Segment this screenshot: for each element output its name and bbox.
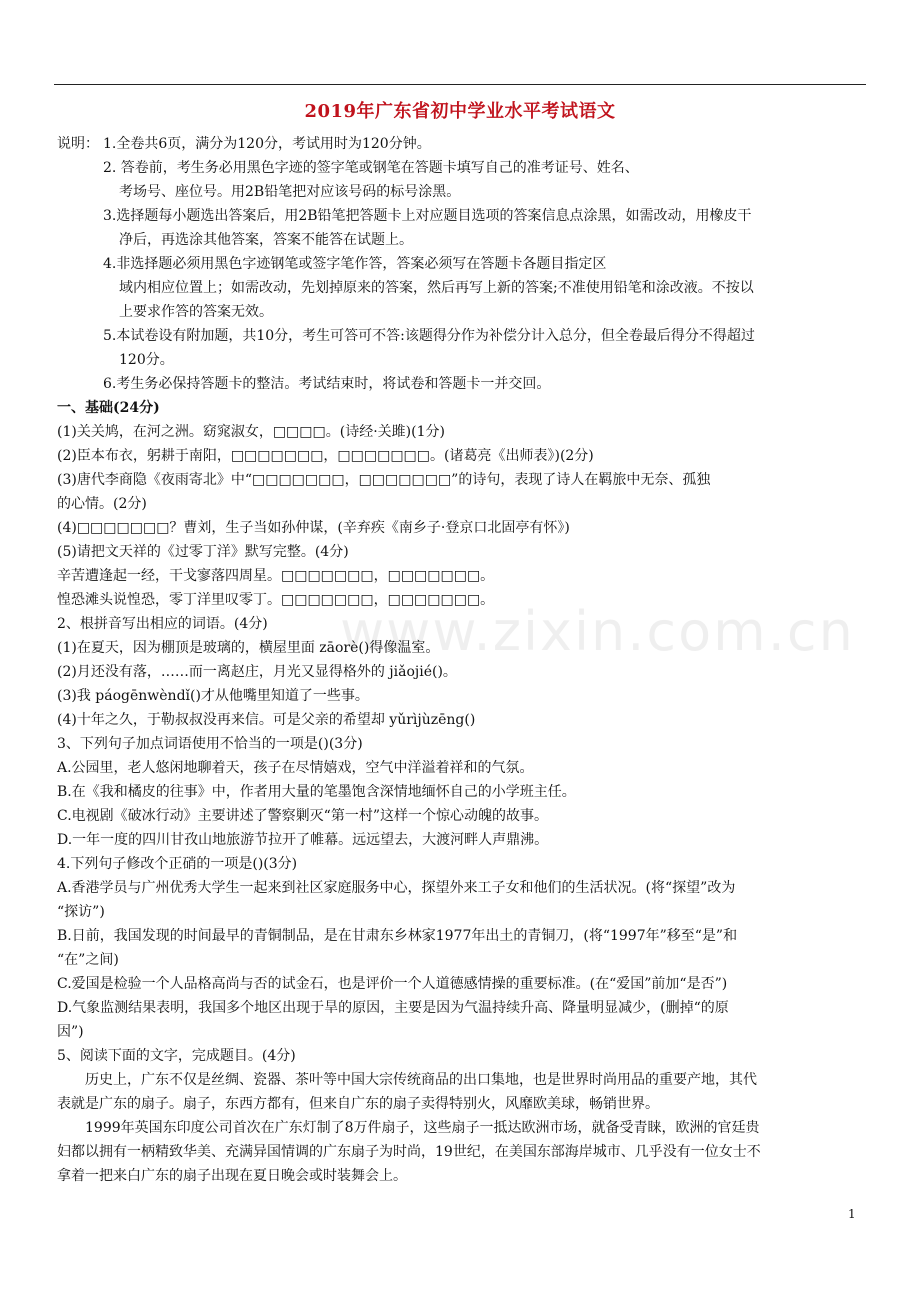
question-line: (5)请把文天祥的《过零丁洋》默写完整。(4分): [57, 544, 349, 560]
question-heading: 5、阅读下面的文字，完成题目。(4分): [57, 1048, 296, 1064]
option-line: A.香港学员与广州优秀大学生一起来到社区家庭服务中心，探望外来工子女和他们的生活状况。(将“探望”改为: [57, 880, 736, 896]
instruction-item: 5.本试卷设有附加题，共10分，考生可答可不答:该题得分作为补偿分计入总分，但全卷最后得分不得超过: [103, 328, 755, 344]
instruction-item: 120分。: [119, 352, 174, 368]
option-line: D.一年一度的四川甘孜山地旅游节拉开了帷幕。远远望去，大渡河畔人声鼎沸。: [57, 832, 549, 848]
instruction-label: 说明：: [57, 136, 99, 152]
option-line: A.公园里，老人悠闲地聊着天，孩子在尽情嬉戏，空气中洋溢着祥和的气氛。: [57, 760, 534, 776]
question-line: (2)月还没有落，……而一离赵庄，月光又显得格外的 jiǎojié()。: [57, 664, 457, 680]
option-line: “探访”): [57, 904, 105, 920]
question-line: 惶恐滩头说惶恐，零丁洋里叹零丁。□□□□□□□，□□□□□□□。: [57, 592, 495, 608]
option-line: “在”之间): [57, 952, 119, 968]
instruction-item: 上要求作答的答案无效。: [119, 304, 273, 320]
page-title: 2019年广东省初中学业水平考试语文: [304, 101, 616, 122]
question-line: 辛苦遭逢起一经，干戈寥落四周星。□□□□□□□，□□□□□□□。: [57, 568, 495, 584]
instruction-item: 4.非选择题必须用黑色字迹钢笔或签字笔作答，答案必须写在答题卡各题目指定区: [103, 256, 607, 272]
instruction-item: 1.全卷共6页，满分为120分，考试用时为120分钟。: [103, 136, 431, 152]
instruction-item: 净后，再选涂其他答案，答案不能答在试题上。: [119, 232, 413, 248]
reading-paragraph-line: 历史上，广东不仅是丝绸、瓷器、茶叶等中国大宗传统商品的出口集地，也是世界时尚用品的重要产地，其代: [85, 1072, 757, 1088]
option-line: C.爱国是检验一个人品格高尚与否的试金石，也是评价一个人道德感情操的重要标准。(在“爱国”前加“是否”): [57, 976, 728, 992]
instruction-item: 3.选择题每小题选出答案后，用2B铅笔把答题卡上对应题目选项的答案信息点涂黑，如需改动，用橡皮干: [103, 208, 752, 224]
section-heading: 一、基础(24分): [57, 400, 160, 416]
question-heading: 3、下列句子加点词语使用不恰当的一项是()(3分): [57, 736, 363, 752]
question-line: (4)十年之久，于勒叔叔没再来信。可是父亲的希望却 yǔrìjùzēng(): [57, 712, 476, 728]
reading-paragraph-line: 1999年英国东印度公司首次在广东灯制了8万件扇子，这些扇子一抵达欧洲市场，就备受青睐，欧洲的官廷贵: [85, 1120, 760, 1136]
instruction-item: 6.考生务必保持答题卡的整洁。考试结束时，将试卷和答题卡一并交回。: [103, 376, 551, 392]
question-line: (1)在夏天，因为棚顶是玻璃的，横屋里面 zāorè()得像温室。: [57, 640, 440, 656]
option-line: 因”): [57, 1024, 84, 1040]
question-line: (3)我 páogēnwèndǐ()才从他嘴里知道了一些事。: [57, 688, 369, 704]
header-rule: [54, 84, 866, 85]
document-body: [57, 132, 867, 1188]
question-line: (3)唐代李商隐《夜雨寄北》中“□□□□□□□，□□□□□□□”的诗句，表现了诗人在羁旅中无奈、孤独: [57, 472, 711, 488]
option-line: C.电视剧《破冰行动》主要讲述了警察剿灭“第一村”这样一个惊心动魄的故事。: [57, 808, 548, 824]
instruction-line: [57, 132, 867, 156]
question-line: (4)□□□□□□□？曹刘，生子当如孙仲谋，(辛弃疾《南乡子·登京口北固亭有怀》): [57, 520, 570, 536]
page-number: 1: [848, 1207, 856, 1221]
question-line: 的心情。(2分): [57, 496, 147, 512]
instruction-item: 2. 答卷前，考生务必用黑色字迹的签字笔或钢笔在答题卡填写自己的准考证号、姓名、: [103, 160, 639, 176]
question-line: (1)关关鸠，在河之洲。窈窕淑女，□□□□。(诗经·关雎)(1分): [57, 424, 445, 440]
reading-paragraph-line: 表就是广东的扇子。扇子，东西方都有，但来自广东的扇子卖得特别火，风靡欧美球，畅销世界。: [57, 1096, 659, 1112]
reading-paragraph-line: 妇都以拥有一柄精致华美、充满异国情调的广东扇子为时尚，19世纪，在美国东部海岸城市、几乎没有一位女士不: [57, 1144, 761, 1160]
question-heading: 2、根拼音写出相应的词语。(4分): [57, 616, 268, 632]
instruction-item: 考场号、座位号。用2B铅笔把对应该号码的标号涂黑。: [119, 184, 461, 200]
option-line: B.在《我和橘皮的往事》中，作者用大量的笔墨饱含深情地缅怀自己的小学班主任。: [57, 784, 576, 800]
option-line: D.气象监测结果表明，我国多个地区出现于旱的原因，主要是因为气温持续升高、降量明显减少，(删掉“的原: [57, 1000, 729, 1016]
reading-paragraph-line: 拿着一把来白广东的扇子出现在夏日晚会或时装舞会上。: [57, 1168, 407, 1184]
option-line: B.日前，我国发现的时间最早的青铜制品，是在甘肃东乡林家1977年出土的青铜刀，(将“1997年”移至“是”和: [57, 928, 738, 944]
question-line: (2)臣本布衣，躬耕于南阳，□□□□□□□，□□□□□□□。(诸葛亮《出师表》)(2分): [57, 448, 594, 464]
question-heading: 4.下列句子修改个正硝的一项是()(3分): [57, 856, 298, 872]
instruction-item: 域内相应位置上；如需改动，先划掉原来的答案，然后再写上新的答案;不准使用铅笔和涂改液。不按以: [119, 280, 754, 296]
watermark: www.zixin.com.cn: [340, 600, 855, 663]
